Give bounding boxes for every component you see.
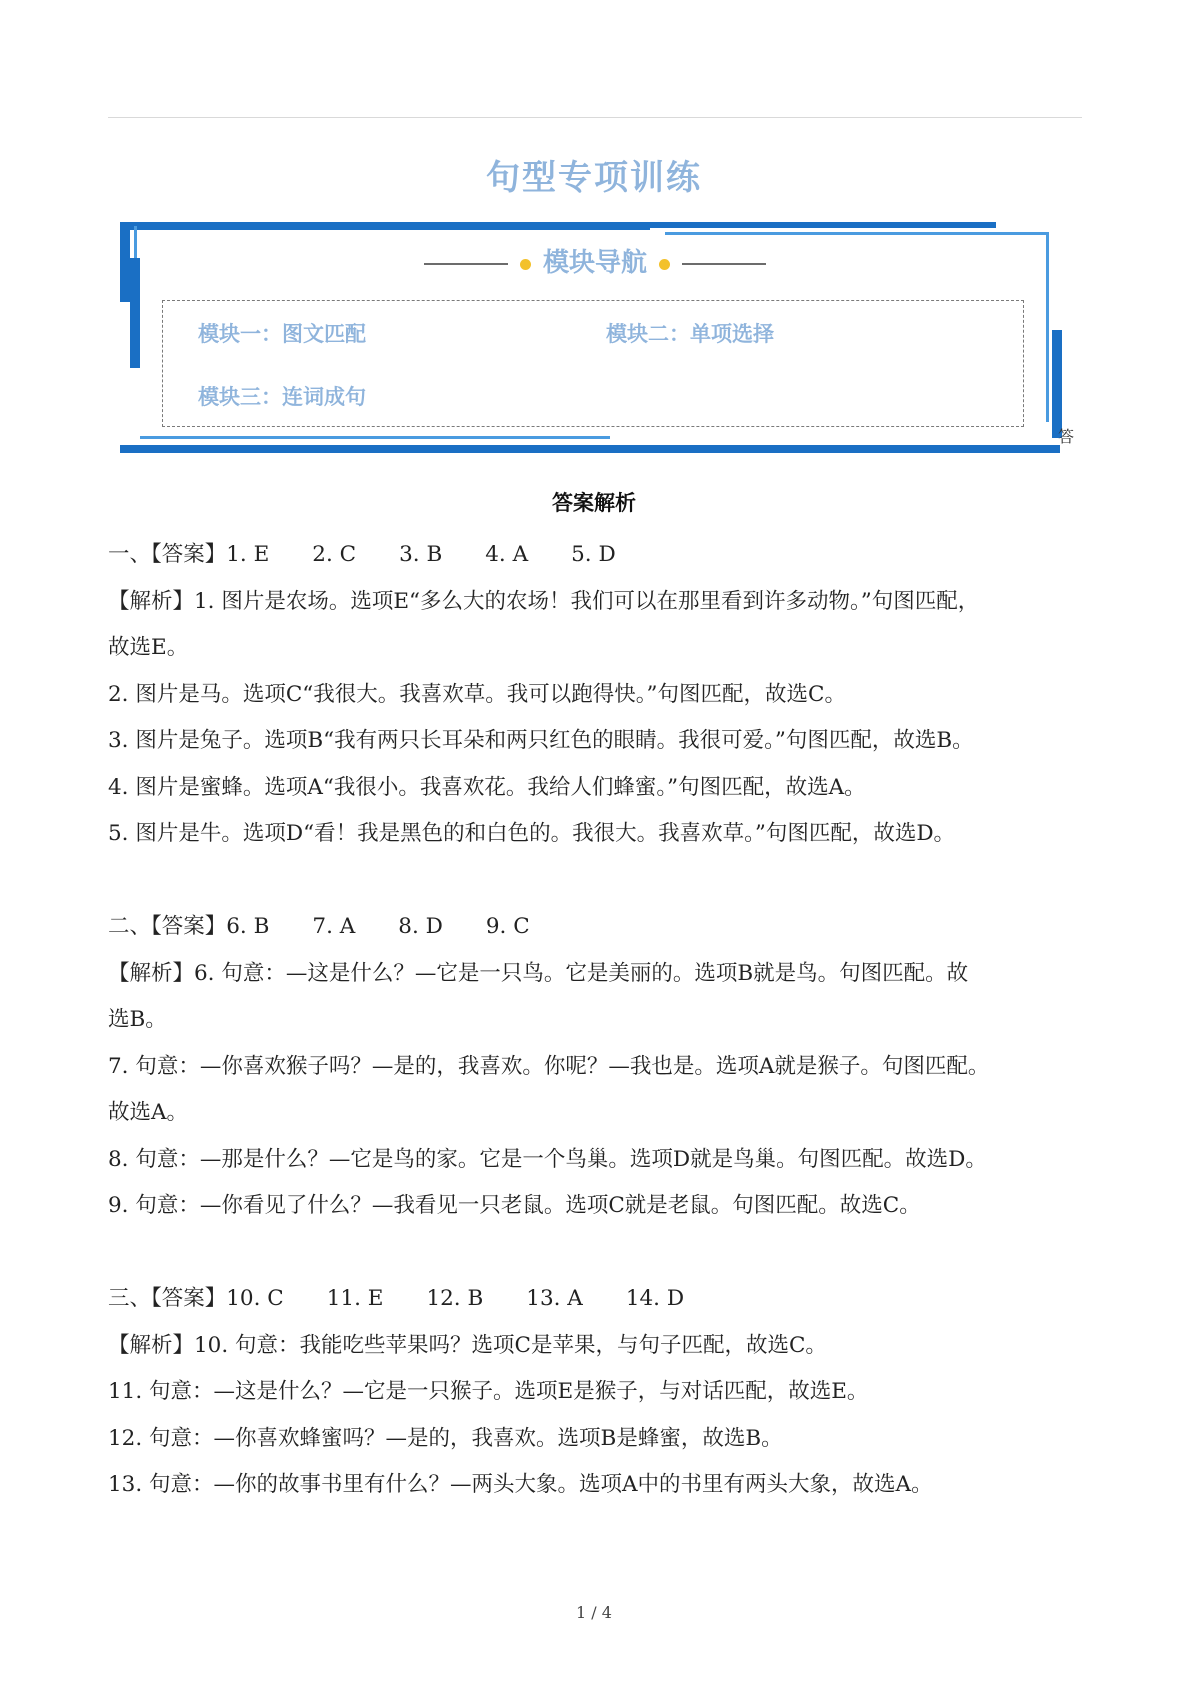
frame-bar-top-thin bbox=[665, 232, 1049, 235]
heading-line-right bbox=[682, 263, 766, 265]
answer-line: 选B。 bbox=[108, 1007, 167, 1032]
document-title: 句型专项训练 bbox=[486, 158, 702, 198]
frame-bar-bottom-thin bbox=[140, 436, 610, 439]
answer-line: 故选E。 bbox=[108, 635, 189, 660]
answer-line: 4. 图片是蜜蜂。选项A“我很小。我喜欢花。我给人们蜂蜜。”句图匹配，故选A。 bbox=[108, 774, 866, 800]
page-number: 1 / 4 bbox=[576, 1603, 612, 1622]
blank-line bbox=[108, 1230, 1088, 1277]
answer-line: 【解析】1. 图片是农场。选项E“多么大的农场！我们可以在那里看到许多动物。”句图匹配， bbox=[108, 588, 980, 614]
frame-bar-bottom bbox=[120, 445, 1060, 453]
module-item-2: 模块二：单项选择 bbox=[606, 321, 774, 346]
answer-line: 二、【答案】6. B 7. A 8. D 9. C bbox=[108, 914, 530, 939]
answer-line: 一、【答案】1. E 2. C 3. B 4. A 5. D bbox=[108, 542, 616, 567]
module-item-1: 模块一：图文匹配 bbox=[198, 321, 366, 346]
answer-line: 2. 图片是马。选项C“我很大。我喜欢草。我可以跑得快。”句图匹配，故选C。 bbox=[108, 681, 846, 707]
answer-section-title: 答案解析 bbox=[552, 490, 636, 515]
answer-line: 3. 图片是兔子。选项B“我有两只长耳朵和两只红色的眼睛。我很可爱。”句图匹配，故选B。 bbox=[108, 728, 974, 753]
answer-line: 12. 句意：—你喜欢蜂蜜吗？—是的，我喜欢。选项B是蜂蜜，故选B。 bbox=[108, 1425, 783, 1451]
heading-line-left bbox=[424, 263, 508, 265]
heading-dot-right bbox=[659, 259, 670, 270]
frame-bar-top-mid bbox=[650, 222, 996, 228]
answer-line: 三、【答案】10. C 11. E 12. B 13. A 14. D bbox=[108, 1286, 685, 1311]
heading-dot-left bbox=[520, 259, 531, 270]
cropped-answer-char: 答 bbox=[1058, 427, 1075, 446]
answer-line: 5. 图片是牛。选项D“看！我是黑色的和白色的。我很大。我喜欢草。”句图匹配，故选D。 bbox=[108, 821, 956, 846]
answer-content bbox=[108, 532, 1088, 1509]
answer-line: 7. 句意：—你喜欢猴子吗？—是的，我喜欢。你呢？—我也是。选项A就是猴子。句图匹配。 bbox=[108, 1053, 990, 1079]
answer-line: 【解析】10. 句意：我能吃些苹果吗？选项C是苹果，与句子匹配，故选C。 bbox=[108, 1332, 827, 1358]
answer-line: 【解析】6. 句意：—这是什么？—它是一只鸟。它是美丽的。选项B就是鸟。句图匹配。故 bbox=[108, 960, 969, 986]
module-navigation-panel bbox=[120, 218, 1070, 458]
answer-line: 11. 句意：—这是什么？—它是一只猴子。选项E是猴子，与对话匹配，故选E。 bbox=[108, 1379, 869, 1404]
answer-line: 故选A。 bbox=[108, 1100, 189, 1125]
nav-heading-text: 模块导航 bbox=[542, 248, 647, 278]
module-item-3: 模块三：连词成句 bbox=[198, 384, 366, 409]
answer-line: 9. 句意：—你看见了什么？—我看见一只老鼠。选项C就是老鼠。句图匹配。故选C。 bbox=[108, 1193, 921, 1218]
answer-line: 8. 句意：—那是什么？—它是鸟的家。它是一个鸟巢。选项D就是鸟巢。句图匹配。故选D。 bbox=[108, 1146, 987, 1172]
answer-line: 13. 句意：—你的故事书里有什么？—两头大象。选项A中的书里有两头大象，故选A。 bbox=[108, 1472, 933, 1497]
frame-bar-top-left bbox=[130, 222, 650, 230]
header-rule bbox=[108, 117, 1082, 118]
nav-heading bbox=[120, 242, 1070, 279]
blank-line bbox=[108, 858, 1088, 905]
frame-bar-right-bottom bbox=[1052, 330, 1062, 438]
